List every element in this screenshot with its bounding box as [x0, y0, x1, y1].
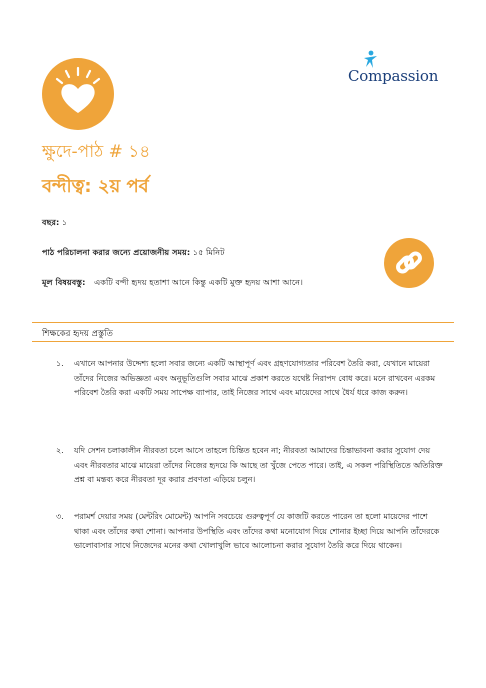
chain-link-icon: [384, 238, 434, 288]
list-item-text: পরামর্শ দেয়ার সময় (মেন্টরিং মোমেন্ট) আপনি সবচেয়ে গুরুত্বপূর্ণ যে কাজটি করতে পারেন তা হলো মায়েদের পাশে থাকা এবং তাঁদের কথা শোনা। আপনার উপস্থিতি এবং তাঁদের কথা মনোযোগ দিয়ে শোনার ইচ্ছা দিয়ে আপনি তাঁদেরকে ভালোবাসার সাথে নিজেদের মনের কথা খোলাখুলি ভাবে আলোচনা করার সুযোগ তৈরি করে দিয়ে থাকেন।: [74, 512, 440, 550]
meta-theme: [42, 277, 303, 290]
heart-icon: [42, 58, 114, 130]
lesson-number: ক্ষুদে-পাঠ # ১৪: [42, 142, 151, 162]
compassion-logo: [340, 50, 450, 90]
link-badge: [384, 238, 434, 288]
meta-theme-value: একটি বন্দী হৃদয় হতাশা আনে কিন্তু একটি মুক্ত হৃদয় আশা আনে।: [94, 277, 303, 287]
section-header: [32, 322, 454, 342]
section-header-text: শিক্ষকের হৃদয় প্রস্তুতি: [42, 329, 113, 339]
meta-time-label: পাঠ পরিচালনা করার জন্যে প্রয়োজনীয় সময়:: [42, 247, 191, 257]
meta-theme-label: মূল বিষয়বস্তু:: [42, 277, 86, 287]
page-title: বন্দীত্ব: ২য় পর্ব: [42, 176, 149, 197]
logo-text: Compassion: [348, 67, 439, 85]
list-item-number: ৩.: [56, 512, 64, 521]
list-item-number: ১.: [56, 359, 64, 368]
list-item-text: যদি সেশন চলাকালীন নীরবতা চলে আসে তাহলে চিন্তিত হবেন না; নীরবতা আমাদের চিন্তাভাবনা করার সুযোগ দেয় এবং নীরবতার মাঝে মায়েরা তাঁদের নিজের হৃদয়ে কি আছে তা খুঁজে পেতে পারে। তাই, এ সকল পরিস্থিতিতে অতিরিক্ত প্রশ্ন বা মন্তব্য করে নীরবতা দূর করার প্রবণতা এড়িয়ে চলুন।: [74, 446, 443, 484]
meta-year-label: বছর:: [42, 217, 60, 227]
meta-time: [42, 247, 225, 260]
meta-time-value: ১৫ মিনিট: [192, 247, 225, 257]
heart-badge: [42, 58, 114, 130]
list-item-text: এখানে আপনার উদ্দেশ্য হলো সবার জন্যে একটি আস্থাপূর্ণ এবং গ্রহণযোগ্যতার পরিবেশ তৈরি করা, যেখানে মায়েরা তাঁদের নিজের অভিজ্ঞতা এবং অনুভূতিগুলি সবার মাঝে প্রকাশ করতে যথেষ্ট নিরাপদ বোধ করে। মনে রাখবেন এরকম পরিবেশ তৈরি করা একটি সময় সাপেক্ষ ব্যাপার, তাই নিজের সাথে এবং মায়েদের সাথে ধৈর্য ধরে কাজ করুন।: [74, 359, 436, 397]
list-item-number: ২.: [56, 446, 64, 455]
meta-year-value: ১: [61, 217, 68, 227]
meta-year: [42, 217, 67, 230]
